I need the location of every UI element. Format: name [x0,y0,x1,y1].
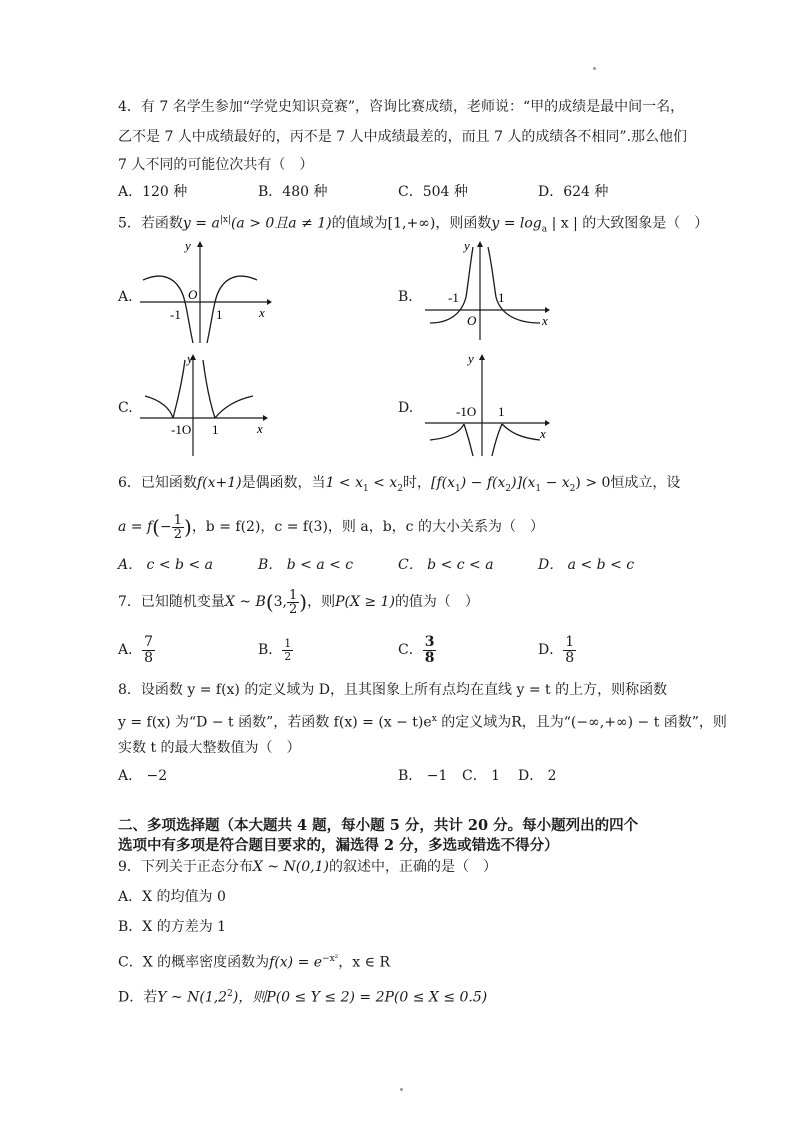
q6-l1i-sub: 1 [535,483,542,494]
graph-c-x-arrow [263,415,268,421]
q9-c-sup: −x² [322,954,339,964]
q4-option-c: C．504 种 [398,184,468,200]
q9-d-a: D．若 [118,989,158,1006]
q5-expr1: y = a [182,215,220,232]
q9-c-b: f(x) = e [269,954,323,971]
q7-frac-den: 2 [288,601,298,617]
q7-opt-b-den: 2 [284,649,292,663]
graph-d-curve-left [430,424,473,456]
q7-opt-a-label: A． [118,642,143,658]
graph-d-neg-one-o: -1O [456,404,477,419]
graph-b-curve-left [430,247,473,323]
q4-option-b: B．480 种 [258,184,328,200]
q8-line-2 [118,709,727,733]
q5-sub2: a [541,224,548,235]
q7-option-b [258,633,293,667]
q8-l2a: y = f(x) 为“D − t 函数”，若函数 f(x) = (x − t)e [118,714,432,731]
q6-l1j: − x [541,475,570,491]
q6-l2a: a = f [118,519,153,535]
graph-d-curve-right [492,424,540,456]
q7-opt-b-frac [282,638,293,663]
q7-opt-b-label: B． [258,642,283,658]
graph-a-neg-one: -1 [170,307,181,322]
q7-c: 3, [273,594,287,610]
graph-a-origin: O [188,287,198,302]
q7-b: X ~ B [224,594,266,610]
q6-l1a: 6．已知函数 [118,475,197,491]
graph-c-neg-one-o: -1O [171,422,192,437]
graph-b-one: 1 [498,290,505,305]
q7-option-c [398,633,436,667]
q7-opt-c-frac [423,635,437,666]
graph-a-x-label: x [259,305,265,320]
graph-a-curve-left [143,276,193,343]
q7-opt-a-den: 8 [144,649,154,666]
q7-opt-c-label: C． [398,642,423,658]
graph-a-one: 1 [216,307,223,322]
q6-l1d: 1 < x [325,475,363,491]
q6-line-1 [118,473,680,499]
q6-paren-close: ) [184,515,192,539]
q6-line-2: a = f(− $\frac{1}{2}$ )，b = f(2)，c = f(3)，则 a，b，c 的大小关系为（ ） [118,512,544,542]
section-2-heading-line-1: 二、多项选择题（本大题共 4 题，每小题 5 分，共计 20 分。每小题列出的四个 [118,817,639,834]
graph-d-x-label: x [540,426,546,441]
q5-graph-d [420,348,560,458]
q8-line-1: 8．设函数 y = f(x) 的定义域为 D，且其图象上所有点均在直线 y = t 的上方，则称函数 [118,682,668,698]
q9-option-c [118,949,390,973]
graph-b-x-label: x [542,313,548,328]
q7-opt-c-den: 8 [424,649,435,666]
q6-l1e-sub: 2 [397,483,403,494]
q5-graph-a [135,235,275,345]
q5-mid: 的值域为[1,+∞)，则函数 [331,215,492,232]
graph-a-x-arrow [267,299,272,305]
scan-speck-bottom [400,1088,403,1091]
q9-stem-b: X ~ N(0,1) [252,859,329,875]
graph-c-y-label: y [187,351,193,366]
q7-f: 的值为（ ） [394,594,479,610]
q7-d: ，则 [307,594,336,610]
graph-b-neg-one: -1 [448,290,459,305]
q6-l1b: f(x+1) [196,475,242,491]
q7-option-a [118,633,155,667]
q5-cond: (a > 0且a ≠ 1) [230,215,332,232]
graph-b-y-label: y [464,238,470,253]
graph-d-y-arrow [479,354,485,360]
q6-option-c: C． b < c < a [398,557,494,573]
q4-line-2: 乙不是 7 人中成绩最好的，丙不是 7 人中成绩最差的，而且 7 人的成绩各不相同”.那么他们 [118,129,688,145]
q9-stem-a: 9．下列关于正态分布 [118,859,253,875]
q8-option-b: B． −1 [398,768,448,784]
q6-l1d-sub: 1 [363,483,369,494]
q7-opt-d-frac [563,635,576,666]
q6-l1i: )](x [511,475,536,491]
q9-d-c: )，则 [232,989,267,1006]
q5-exp1: |x| [219,215,231,225]
scan-speck [593,67,596,70]
q8-option-c: C． 1 [462,768,501,784]
q9-option-a: A．X 的均值为 0 [118,889,226,905]
q6-l1g: [f(x [431,475,456,491]
q7-frac-num: 1 [288,587,298,603]
q5-tail: | x | 的大致图象是（ ） [547,215,709,232]
q9-c-a: C．X 的概率密度函数为 [118,954,270,971]
q9-stem-c: 的叙述中，正确的是（ ） [328,859,497,875]
q9-option-b: B．X 的方差为 1 [118,919,227,935]
q6-l2b: ，b = f(2)，c = f(3)，则 a，b，c 的大小关系为（ ） [191,519,544,535]
q7-option-d [538,633,576,667]
q4-line-3: 7 人不同的可能位次共有（ ） [118,157,314,173]
graph-b-curve-right [488,247,540,323]
graph-d-one: 1 [498,404,505,419]
q5-expr2: y = log [491,215,542,232]
q6-frac-num: 1 [173,512,182,528]
q5-label-c: C. [118,400,133,416]
q5-label-a: A. [118,289,133,305]
q7-paren-open: ( [265,590,274,614]
graph-b-origin: O [467,313,477,328]
q6-paren-open: ( [152,515,160,539]
q6-frac [172,514,184,541]
q9-d-d: P(0 ≤ Y ≤ 2) = 2P(0 ≤ X ≤ 0.5) [266,989,488,1006]
q6-l1f: 时， [403,475,431,491]
q6-frac-den: 2 [173,526,182,542]
q8-option-a: A． −2 [118,768,168,784]
q7-paren-close: ) [299,590,308,614]
q6-option-d: D． a < b < c [538,557,635,573]
q5-label-b: B. [398,289,413,305]
q9-c-c: ，x ∈ R [338,954,390,971]
q7-opt-d-den: 8 [565,649,575,666]
q6-l1e: < x [368,475,398,491]
q5-graph-b [420,235,560,345]
q6-l1c: 是偶函数，当 [241,475,326,491]
q6-l1k: ) > 0恒成立，设 [575,475,681,491]
graph-c-curve-left [145,360,185,418]
q6-l1h-sub: 2 [505,483,512,494]
q6-option-b: B． b < a < c [258,557,354,573]
graph-a-y-arrow [197,241,203,247]
q9-option-d [118,984,487,1008]
q4-option-a: A．120 种 [118,184,188,200]
q7-opt-d-label: D． [538,642,564,658]
q8-l2b: 的定义域为R，且为“(−∞,+∞) − t 函数”，则 [436,714,727,731]
q7-opt-d-num: 1 [565,633,575,650]
q5-prefix: 5．若函数 [118,215,183,232]
graph-b-y-arrow [477,241,483,247]
q7-a: 7．已知随机变量 [118,594,225,610]
q7-e: P(X ≥ 1) [335,594,395,610]
q7-stem [118,585,479,619]
q6-l1h: ) − f(x [460,475,506,491]
q9-stem [118,857,497,877]
q9-d-b: Y ~ N(1,2 [157,989,228,1006]
graph-c-one: 1 [212,422,219,437]
q9-d-sup: 2 [227,989,233,999]
graph-c-curve-right [203,360,253,418]
graph-c-x-label: x [257,421,263,436]
q6-option-a: A． c < b < a [118,557,213,573]
section-2-heading-line-2: 选项中有多项是符合题目要求的，漏选得 2 分，多选或错选不得分） [118,837,559,854]
q7-opt-c-num: 3 [424,633,435,650]
q4-line-1: 4．有 7 名学生参加“学党史知识竞赛”，咨询比赛成绩，老师说：“甲的成绩是最中间一名， [118,99,685,115]
q7-frac [287,589,299,616]
q7-opt-b-num: 1 [284,636,292,650]
q5-graph-c [135,348,275,458]
graph-a-curve-right [207,276,257,343]
q6-l1g-sub: 1 [455,483,461,494]
q8-line-3: 实数 t 的最大整数值为（ ） [118,740,301,756]
q6-l1j-sub: 2 [569,483,576,494]
q8-l2-sup: x [431,714,437,724]
q7-opt-a-num: 7 [144,633,154,650]
q8-option-d: D． 2 [518,768,557,784]
q7-opt-a-frac [142,635,155,666]
graph-d-y-label: y [468,351,474,366]
graph-a-y-label: y [185,238,191,253]
q5-label-d: D. [398,400,414,416]
q4-option-d: D．624 种 [538,184,609,200]
